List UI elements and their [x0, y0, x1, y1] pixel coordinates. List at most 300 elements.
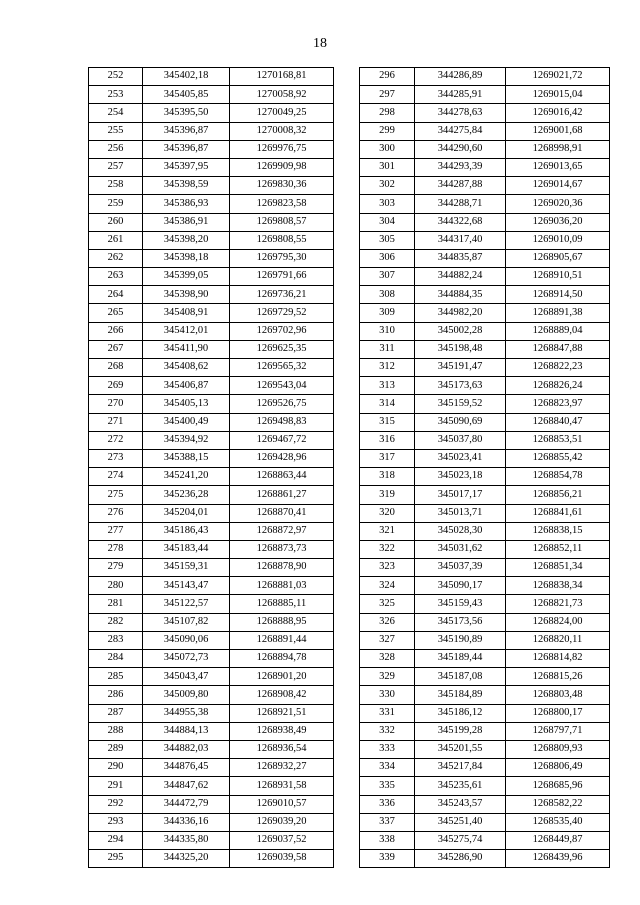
point-number-cell: 315 — [360, 413, 415, 431]
point-number-cell: 262 — [89, 249, 143, 267]
x-coordinate-cell: 345236,28 — [143, 486, 230, 504]
table-row — [89, 850, 334, 868]
x-coordinate-cell: 345251,40 — [415, 813, 506, 831]
point-number-cell: 264 — [89, 286, 143, 304]
x-coordinate-cell: 345090,06 — [143, 631, 230, 649]
point-number-cell: 332 — [360, 722, 415, 740]
table-row — [360, 631, 610, 649]
table-row — [360, 704, 610, 722]
table-row — [360, 86, 610, 104]
x-coordinate-cell: 345186,12 — [415, 704, 506, 722]
table-row — [360, 122, 610, 140]
table-row — [89, 486, 334, 504]
table-row — [89, 177, 334, 195]
point-number-cell: 277 — [89, 522, 143, 540]
table-row — [360, 759, 610, 777]
table-row — [89, 286, 334, 304]
y-coordinate-cell: 1269543,04 — [230, 377, 334, 395]
point-number-cell: 324 — [360, 577, 415, 595]
x-coordinate-cell: 345402,18 — [143, 68, 230, 86]
y-coordinate-cell: 1268823,97 — [506, 395, 610, 413]
table-row — [360, 195, 610, 213]
point-number-cell: 322 — [360, 540, 415, 558]
table-row — [360, 650, 610, 668]
table-row — [360, 322, 610, 340]
point-number-cell: 266 — [89, 322, 143, 340]
x-coordinate-cell: 345394,92 — [143, 431, 230, 449]
x-coordinate-cell: 345412,01 — [143, 322, 230, 340]
point-number-cell: 321 — [360, 522, 415, 540]
point-number-cell: 272 — [89, 431, 143, 449]
y-coordinate-cell: 1268873,73 — [230, 540, 334, 558]
table-row — [360, 831, 610, 849]
point-number-cell: 338 — [360, 831, 415, 849]
point-number-cell: 271 — [89, 413, 143, 431]
y-coordinate-cell: 1269010,09 — [506, 231, 610, 249]
table-row — [360, 449, 610, 467]
y-coordinate-cell: 1268847,88 — [506, 340, 610, 358]
point-number-cell: 257 — [89, 158, 143, 176]
y-coordinate-cell: 1270008,32 — [230, 122, 334, 140]
y-coordinate-cell: 1269795,30 — [230, 249, 334, 267]
x-coordinate-cell: 345023,41 — [415, 449, 506, 467]
x-coordinate-cell: 345187,08 — [415, 668, 506, 686]
point-number-cell: 259 — [89, 195, 143, 213]
y-coordinate-cell: 1268861,27 — [230, 486, 334, 504]
point-number-cell: 323 — [360, 559, 415, 577]
point-number-cell: 294 — [89, 831, 143, 849]
point-number-cell: 328 — [360, 650, 415, 668]
point-number-cell: 331 — [360, 704, 415, 722]
x-coordinate-cell: 345204,01 — [143, 504, 230, 522]
y-coordinate-cell: 1268814,82 — [506, 650, 610, 668]
x-coordinate-cell: 344287,88 — [415, 177, 506, 195]
table-row — [360, 340, 610, 358]
x-coordinate-cell: 344882,24 — [415, 268, 506, 286]
x-coordinate-cell: 345173,63 — [415, 377, 506, 395]
table-row — [360, 795, 610, 813]
x-coordinate-cell: 345396,87 — [143, 122, 230, 140]
y-coordinate-cell: 1269037,52 — [230, 831, 334, 849]
y-coordinate-cell: 1269039,20 — [230, 813, 334, 831]
table-row — [89, 650, 334, 668]
point-number-cell: 284 — [89, 650, 143, 668]
table-row — [89, 249, 334, 267]
table-row — [360, 468, 610, 486]
x-coordinate-cell: 345190,89 — [415, 631, 506, 649]
y-coordinate-cell: 1269791,66 — [230, 268, 334, 286]
y-coordinate-cell: 1268936,54 — [230, 740, 334, 758]
x-coordinate-cell: 345189,44 — [415, 650, 506, 668]
y-coordinate-cell: 1269010,57 — [230, 795, 334, 813]
table-row — [89, 668, 334, 686]
table-row — [360, 522, 610, 540]
point-number-cell: 283 — [89, 631, 143, 649]
point-number-cell: 339 — [360, 850, 415, 868]
y-coordinate-cell: 1268449,87 — [506, 831, 610, 849]
table-row — [89, 140, 334, 158]
y-coordinate-cell: 1268870,41 — [230, 504, 334, 522]
x-coordinate-cell: 344278,63 — [415, 104, 506, 122]
table-row — [360, 104, 610, 122]
y-coordinate-cell: 1268582,22 — [506, 795, 610, 813]
x-coordinate-cell: 345173,56 — [415, 613, 506, 631]
y-coordinate-cell: 1268908,42 — [230, 686, 334, 704]
x-coordinate-cell: 345411,90 — [143, 340, 230, 358]
table-row — [360, 395, 610, 413]
x-coordinate-cell: 344336,16 — [143, 813, 230, 831]
table-row — [89, 595, 334, 613]
point-number-cell: 281 — [89, 595, 143, 613]
point-number-cell: 258 — [89, 177, 143, 195]
table-row — [89, 122, 334, 140]
table-row — [360, 249, 610, 267]
table-row — [89, 813, 334, 831]
point-number-cell: 306 — [360, 249, 415, 267]
x-coordinate-cell: 345072,73 — [143, 650, 230, 668]
x-coordinate-cell: 345235,61 — [415, 777, 506, 795]
table-row — [89, 468, 334, 486]
x-coordinate-cell: 344472,79 — [143, 795, 230, 813]
point-number-cell: 268 — [89, 359, 143, 377]
y-coordinate-cell: 1268905,67 — [506, 249, 610, 267]
y-coordinate-cell: 1268856,21 — [506, 486, 610, 504]
y-coordinate-cell: 1268863,44 — [230, 468, 334, 486]
point-number-cell: 310 — [360, 322, 415, 340]
y-coordinate-cell: 1269428,96 — [230, 449, 334, 467]
y-coordinate-cell: 1268800,17 — [506, 704, 610, 722]
point-number-cell: 254 — [89, 104, 143, 122]
x-coordinate-cell: 344884,35 — [415, 286, 506, 304]
point-number-cell: 293 — [89, 813, 143, 831]
x-coordinate-cell: 345199,28 — [415, 722, 506, 740]
point-number-cell: 337 — [360, 813, 415, 831]
y-coordinate-cell: 1268931,58 — [230, 777, 334, 795]
table-row — [89, 213, 334, 231]
x-coordinate-cell: 345037,80 — [415, 431, 506, 449]
y-coordinate-cell: 1268998,91 — [506, 140, 610, 158]
y-coordinate-cell: 1268914,50 — [506, 286, 610, 304]
y-coordinate-cell: 1268854,78 — [506, 468, 610, 486]
y-coordinate-cell: 1269702,96 — [230, 322, 334, 340]
x-coordinate-cell: 345201,55 — [415, 740, 506, 758]
point-number-cell: 319 — [360, 486, 415, 504]
table-row — [89, 522, 334, 540]
table-row — [89, 86, 334, 104]
point-number-cell: 303 — [360, 195, 415, 213]
x-coordinate-cell: 345186,43 — [143, 522, 230, 540]
point-number-cell: 299 — [360, 122, 415, 140]
x-coordinate-cell: 344882,03 — [143, 740, 230, 758]
point-number-cell: 292 — [89, 795, 143, 813]
y-coordinate-cell: 1270168,81 — [230, 68, 334, 86]
x-coordinate-cell: 344290,60 — [415, 140, 506, 158]
y-coordinate-cell: 1268853,51 — [506, 431, 610, 449]
y-coordinate-cell: 1268821,73 — [506, 595, 610, 613]
table-row — [89, 231, 334, 249]
y-coordinate-cell: 1269808,55 — [230, 231, 334, 249]
y-coordinate-cell: 1268894,78 — [230, 650, 334, 668]
point-number-cell: 253 — [89, 86, 143, 104]
y-coordinate-cell: 1268685,96 — [506, 777, 610, 795]
y-coordinate-cell: 1268889,04 — [506, 322, 610, 340]
table-row — [360, 813, 610, 831]
y-coordinate-cell: 1269498,83 — [230, 413, 334, 431]
table-row — [360, 140, 610, 158]
point-number-cell: 311 — [360, 340, 415, 358]
y-coordinate-cell: 1269467,72 — [230, 431, 334, 449]
point-number-cell: 327 — [360, 631, 415, 649]
x-coordinate-cell: 345406,87 — [143, 377, 230, 395]
x-coordinate-cell: 344876,45 — [143, 759, 230, 777]
point-number-cell: 312 — [360, 359, 415, 377]
point-number-cell: 317 — [360, 449, 415, 467]
x-coordinate-cell: 345183,44 — [143, 540, 230, 558]
x-coordinate-cell: 345395,50 — [143, 104, 230, 122]
x-coordinate-cell: 345405,85 — [143, 86, 230, 104]
point-number-cell: 307 — [360, 268, 415, 286]
table-row — [89, 359, 334, 377]
x-coordinate-cell: 345017,17 — [415, 486, 506, 504]
point-number-cell: 265 — [89, 304, 143, 322]
point-number-cell: 298 — [360, 104, 415, 122]
table-row — [89, 759, 334, 777]
x-coordinate-cell: 345009,80 — [143, 686, 230, 704]
table-row — [360, 377, 610, 395]
y-coordinate-cell: 1269565,32 — [230, 359, 334, 377]
x-coordinate-cell: 345241,20 — [143, 468, 230, 486]
y-coordinate-cell: 1268824,00 — [506, 613, 610, 631]
x-coordinate-cell: 345090,17 — [415, 577, 506, 595]
x-coordinate-cell: 345198,48 — [415, 340, 506, 358]
y-coordinate-cell: 1269909,98 — [230, 158, 334, 176]
x-coordinate-cell: 345400,49 — [143, 413, 230, 431]
point-number-cell: 256 — [89, 140, 143, 158]
point-number-cell: 260 — [89, 213, 143, 231]
y-coordinate-cell: 1268797,71 — [506, 722, 610, 740]
x-coordinate-cell: 345184,89 — [415, 686, 506, 704]
table-row — [360, 595, 610, 613]
table-row — [360, 268, 610, 286]
x-coordinate-cell: 344317,40 — [415, 231, 506, 249]
x-coordinate-cell: 344835,87 — [415, 249, 506, 267]
table-row — [89, 431, 334, 449]
x-coordinate-cell: 345286,90 — [415, 850, 506, 868]
y-coordinate-cell: 1268881,03 — [230, 577, 334, 595]
coordinates-table-left — [88, 67, 334, 868]
x-coordinate-cell: 344286,89 — [415, 68, 506, 86]
table-row — [89, 268, 334, 286]
y-coordinate-cell: 1268535,40 — [506, 813, 610, 831]
table-row — [89, 340, 334, 358]
y-coordinate-cell: 1268891,38 — [506, 304, 610, 322]
x-coordinate-cell: 344982,20 — [415, 304, 506, 322]
table-row — [360, 158, 610, 176]
table-row — [89, 377, 334, 395]
y-coordinate-cell: 1269001,68 — [506, 122, 610, 140]
table-row — [360, 286, 610, 304]
x-coordinate-cell: 345122,57 — [143, 595, 230, 613]
y-coordinate-cell: 1268838,15 — [506, 522, 610, 540]
x-coordinate-cell: 345159,52 — [415, 395, 506, 413]
y-coordinate-cell: 1268851,34 — [506, 559, 610, 577]
x-coordinate-cell: 345037,39 — [415, 559, 506, 577]
x-coordinate-cell: 345243,57 — [415, 795, 506, 813]
point-number-cell: 279 — [89, 559, 143, 577]
y-coordinate-cell: 1268841,61 — [506, 504, 610, 522]
table-row — [89, 795, 334, 813]
table-row — [360, 413, 610, 431]
point-number-cell: 297 — [360, 86, 415, 104]
y-coordinate-cell: 1268803,48 — [506, 686, 610, 704]
point-number-cell: 288 — [89, 722, 143, 740]
y-coordinate-cell: 1268901,20 — [230, 668, 334, 686]
y-coordinate-cell: 1269021,72 — [506, 68, 610, 86]
x-coordinate-cell: 345398,59 — [143, 177, 230, 195]
x-coordinate-cell: 344293,39 — [415, 158, 506, 176]
table-row — [89, 158, 334, 176]
point-number-cell: 274 — [89, 468, 143, 486]
y-coordinate-cell: 1269830,36 — [230, 177, 334, 195]
table-row — [360, 559, 610, 577]
point-number-cell: 278 — [89, 540, 143, 558]
table-row — [89, 559, 334, 577]
point-number-cell: 252 — [89, 68, 143, 86]
x-coordinate-cell: 344335,80 — [143, 831, 230, 849]
y-coordinate-cell: 1269020,36 — [506, 195, 610, 213]
table-row — [89, 777, 334, 795]
point-number-cell: 335 — [360, 777, 415, 795]
x-coordinate-cell: 344955,38 — [143, 704, 230, 722]
table-row — [360, 722, 610, 740]
point-number-cell: 316 — [360, 431, 415, 449]
x-coordinate-cell: 345028,30 — [415, 522, 506, 540]
point-number-cell: 334 — [360, 759, 415, 777]
x-coordinate-cell: 345386,91 — [143, 213, 230, 231]
table-row — [360, 504, 610, 522]
point-number-cell: 333 — [360, 740, 415, 758]
x-coordinate-cell: 344847,62 — [143, 777, 230, 795]
point-number-cell: 336 — [360, 795, 415, 813]
table-row — [360, 304, 610, 322]
x-coordinate-cell: 345398,90 — [143, 286, 230, 304]
point-number-cell: 267 — [89, 340, 143, 358]
y-coordinate-cell: 1268852,11 — [506, 540, 610, 558]
y-coordinate-cell: 1268938,49 — [230, 722, 334, 740]
y-coordinate-cell: 1269014,67 — [506, 177, 610, 195]
table-row — [360, 850, 610, 868]
y-coordinate-cell: 1268878,90 — [230, 559, 334, 577]
x-coordinate-cell: 345397,95 — [143, 158, 230, 176]
point-number-cell: 261 — [89, 231, 143, 249]
x-coordinate-cell: 344288,71 — [415, 195, 506, 213]
point-number-cell: 308 — [360, 286, 415, 304]
point-number-cell: 302 — [360, 177, 415, 195]
point-number-cell: 313 — [360, 377, 415, 395]
x-coordinate-cell: 345398,18 — [143, 249, 230, 267]
y-coordinate-cell: 1270049,25 — [230, 104, 334, 122]
y-coordinate-cell: 1269036,20 — [506, 213, 610, 231]
table-row — [360, 613, 610, 631]
table-row — [89, 831, 334, 849]
x-coordinate-cell: 345388,15 — [143, 449, 230, 467]
coordinates-table-right — [359, 67, 610, 868]
point-number-cell: 329 — [360, 668, 415, 686]
table-row — [360, 740, 610, 758]
table-row — [360, 686, 610, 704]
x-coordinate-cell: 345031,62 — [415, 540, 506, 558]
point-number-cell: 287 — [89, 704, 143, 722]
y-coordinate-cell: 1268855,42 — [506, 449, 610, 467]
table-row — [360, 231, 610, 249]
x-coordinate-cell: 345275,74 — [415, 831, 506, 849]
y-coordinate-cell: 1268840,47 — [506, 413, 610, 431]
point-number-cell: 282 — [89, 613, 143, 631]
table-row — [89, 686, 334, 704]
point-number-cell: 255 — [89, 122, 143, 140]
y-coordinate-cell: 1269039,58 — [230, 850, 334, 868]
y-coordinate-cell: 1269526,75 — [230, 395, 334, 413]
point-number-cell: 295 — [89, 850, 143, 868]
point-number-cell: 286 — [89, 686, 143, 704]
point-number-cell: 285 — [89, 668, 143, 686]
x-coordinate-cell: 345090,69 — [415, 413, 506, 431]
table-row — [89, 104, 334, 122]
x-coordinate-cell: 345023,18 — [415, 468, 506, 486]
y-coordinate-cell: 1268820,11 — [506, 631, 610, 649]
x-coordinate-cell: 345408,62 — [143, 359, 230, 377]
x-coordinate-cell: 344285,91 — [415, 86, 506, 104]
y-coordinate-cell: 1269015,04 — [506, 86, 610, 104]
table-row — [89, 68, 334, 86]
y-coordinate-cell: 1268439,96 — [506, 850, 610, 868]
y-coordinate-cell: 1268815,26 — [506, 668, 610, 686]
y-coordinate-cell: 1268932,27 — [230, 759, 334, 777]
x-coordinate-cell: 345396,87 — [143, 140, 230, 158]
table-row — [89, 704, 334, 722]
point-number-cell: 289 — [89, 740, 143, 758]
point-number-cell: 296 — [360, 68, 415, 86]
table-row — [360, 540, 610, 558]
point-number-cell: 314 — [360, 395, 415, 413]
point-number-cell: 330 — [360, 686, 415, 704]
table-row — [360, 777, 610, 795]
point-number-cell: 276 — [89, 504, 143, 522]
table-row — [360, 359, 610, 377]
table-row — [360, 213, 610, 231]
point-number-cell: 300 — [360, 140, 415, 158]
point-number-cell: 275 — [89, 486, 143, 504]
point-number-cell: 325 — [360, 595, 415, 613]
point-number-cell: 269 — [89, 377, 143, 395]
table-row — [89, 613, 334, 631]
y-coordinate-cell: 1269625,35 — [230, 340, 334, 358]
table-row — [360, 577, 610, 595]
point-number-cell: 273 — [89, 449, 143, 467]
point-number-cell: 305 — [360, 231, 415, 249]
x-coordinate-cell: 345043,47 — [143, 668, 230, 686]
table-row — [89, 577, 334, 595]
y-coordinate-cell: 1268838,34 — [506, 577, 610, 595]
y-coordinate-cell: 1268910,51 — [506, 268, 610, 286]
x-coordinate-cell: 345399,05 — [143, 268, 230, 286]
y-coordinate-cell: 1270058,92 — [230, 86, 334, 104]
table-row — [360, 668, 610, 686]
y-coordinate-cell: 1268806,49 — [506, 759, 610, 777]
y-coordinate-cell: 1269976,75 — [230, 140, 334, 158]
page-number: 18 — [313, 36, 327, 51]
y-coordinate-cell: 1268885,11 — [230, 595, 334, 613]
